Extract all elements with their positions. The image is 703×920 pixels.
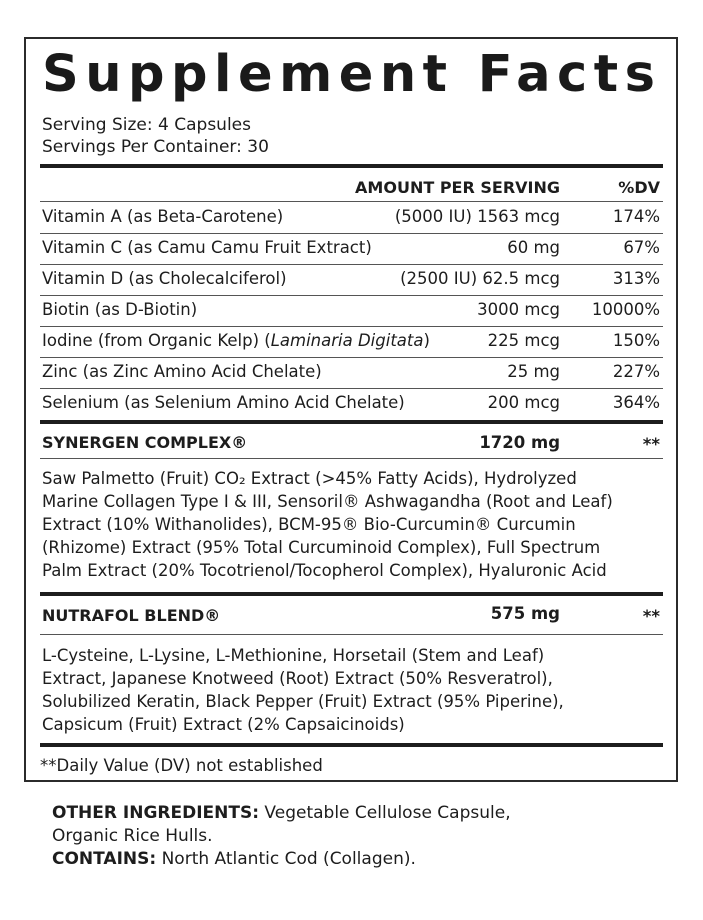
synergen-complex-amount: 1720 mg	[479, 433, 560, 452]
nutrient-amount: 200 mcg	[487, 393, 560, 412]
ingredient-line: Capsicum (Fruit) Extract (2% Capsaicinoids)	[42, 715, 405, 734]
ingredient-line: Extract (10% Withanolides), BCM-95® Bio-Curcumin® Curcumin	[42, 515, 576, 534]
ingredient-line: L-Cysteine, L-Lysine, L-Methionine, Horsetail (Stem and Leaf)	[42, 646, 545, 665]
nutrient-name: Vitamin D (as Cholecalciferol)	[42, 269, 287, 288]
other-ingredients-text: Organic Rice Hulls.	[52, 826, 213, 846]
nutrafol-blend-amount: 575 mg	[490, 604, 560, 623]
synergen-complex-dv: **	[642, 435, 660, 454]
other-ingredients	[52, 802, 672, 871]
nutrient-dv: 313%	[612, 269, 660, 288]
divider	[40, 295, 663, 296]
divider	[40, 264, 663, 265]
divider	[40, 388, 663, 389]
ingredient-line: (Rhizome) Extract (95% Total Curcuminoid Complex), Full Spectrum	[42, 538, 601, 557]
divider	[40, 592, 663, 596]
nutrient-dv: 150%	[612, 331, 660, 350]
nutrient-name: Biotin (as D-Biotin)	[42, 300, 198, 319]
divider	[40, 357, 663, 358]
serving-size: Serving Size: 4 Capsules	[42, 115, 251, 135]
contains-statement	[52, 848, 672, 871]
ingredient-line: Marine Collagen Type I & III, Sensoril® Ashwagandha (Root and Leaf)	[42, 492, 613, 511]
dv-header: %DV	[618, 178, 660, 197]
ingredient-line: Palm Extract (20% Tocotrienol/Tocopherol Complex), Hyaluronic Acid	[42, 561, 607, 580]
synergen-complex-ingredients	[42, 467, 672, 582]
divider	[40, 233, 663, 234]
divider	[40, 634, 663, 635]
amount-per-serving-header: AMOUNT PER SERVING	[355, 178, 560, 197]
nutrient-dv: 67%	[623, 238, 660, 257]
nutrient-amount: 60 mg	[507, 238, 560, 257]
ingredient-line: Solubilized Keratin, Black Pepper (Fruit) Extract (95% Piperine),	[42, 692, 564, 711]
contains-label: CONTAINS:	[52, 849, 157, 869]
supplement-facts-panel	[24, 37, 678, 782]
nutrient-name-italic: Laminaria Digitata	[270, 331, 424, 350]
nutrient-name: Vitamin C (as Camu Camu Fruit Extract)	[42, 238, 372, 257]
nutrient-amount: 25 mg	[507, 362, 560, 381]
nutrient-dv: 10000%	[591, 300, 660, 319]
nutrient-dv: 227%	[612, 362, 660, 381]
panel-title: Supplement Facts	[42, 45, 662, 104]
synergen-complex-name: SYNERGEN COMPLEX®	[42, 433, 248, 452]
divider	[40, 326, 663, 327]
nutrient-amount: (2500 IU) 62.5 mcg	[400, 269, 560, 288]
nutrient-name: Iodine (from Organic Kelp) (Laminaria Digitata)	[42, 331, 430, 350]
nutrafol-blend-dv: **	[642, 607, 660, 626]
nutrient-amount: 3000 mcg	[477, 300, 560, 319]
contains-text: North Atlantic Cod (Collagen).	[156, 849, 416, 869]
nutrafol-blend-name: NUTRAFOL BLEND®	[42, 606, 221, 625]
ingredient-line: Extract, Japanese Knotweed (Root) Extract (50% Resveratrol),	[42, 669, 553, 688]
daily-value-footnote: **Daily Value (DV) not established	[40, 756, 323, 775]
nutrafol-blend-ingredients	[42, 644, 672, 736]
nutrient-amount: (5000 IU) 1563 mcg	[394, 207, 560, 226]
other-ingredients-text: Vegetable Cellulose Capsule,	[259, 803, 511, 823]
nutrient-name: Selenium (as Selenium Amino Acid Chelate)	[42, 393, 405, 412]
divider	[40, 164, 663, 168]
divider	[40, 458, 663, 459]
divider	[40, 201, 663, 202]
nutrient-amount: 225 mcg	[487, 331, 560, 350]
ingredient-line: Saw Palmetto (Fruit) CO₂ Extract (>45% Fatty Acids), Hydrolyzed	[42, 469, 577, 488]
nutrient-name: Zinc (as Zinc Amino Acid Chelate)	[42, 362, 322, 381]
nutrient-dv: 174%	[612, 207, 660, 226]
other-ingredients-label: OTHER INGREDIENTS:	[52, 803, 260, 823]
nutrient-name: Vitamin A (as Beta-Carotene)	[42, 207, 284, 226]
nutrient-dv: 364%	[612, 393, 660, 412]
divider	[40, 420, 663, 424]
servings-per-container: Servings Per Container: 30	[42, 137, 269, 157]
divider	[40, 743, 663, 747]
